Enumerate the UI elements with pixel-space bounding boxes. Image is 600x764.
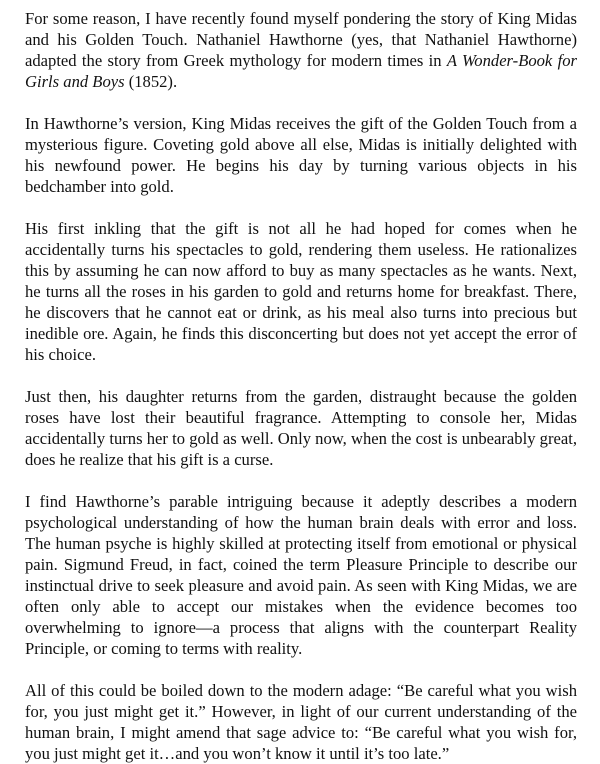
paragraph-daughter: Just then, his daughter returns from the garden, distraught because the golden roses have lost their beautiful fragrance. Attempting to console her, Midas accidentally turns her to gold as well. Only now, when the cost is unbearably great, does he realize that his gift is a curse.	[25, 387, 577, 469]
paragraph-first-inkling: His first inkling that the gift is not all he had hoped for comes when he accidentally turns his spectacles to gold, rendering them useless. He rationalizes this by assuming he can now afford to buy as many spectacles as he wants. Next, he turns all the roses in his garden to gold and returns home for breakfast. There, he discovers that he cannot eat or drink, as his meal also turns into precious but inedible ore. Again, he finds this disconcerting but does not yet accept the error of his choice.	[25, 219, 577, 364]
paragraph-parable: I find Hawthorne’s parable intriguing because it adeptly describes a modern psychological understanding of how the human brain deals with error and loss. The human psyche is highly skilled at protecting itself from emotional or physical pain. Sigmund Freud, in fact, coined the term Pleasure Principle to describe our instinctual drive to seek pleasure and avoid pain. As seen with King Midas, we are often only able to accept our mistakes when the evidence becomes too overwhelming to ignore—a process that aligns with the counterpart Reality Principle, or coming to terms with reality.	[25, 492, 577, 658]
paragraph-intro-text: For some reason, I have recently found myself pondering the story of King Midas and his Golden Touch. Nathaniel Hawthorne (yes, that Nathaniel Hawthorne) adapted the story from Greek mythology for modern times in	[25, 9, 577, 70]
paragraph-hawthorne-version: In Hawthorne’s version, King Midas receives the gift of the Golden Touch from a mysterious figure. Coveting gold above all else, Midas is initially delighted with his newfound power. He begins his day by turning various objects in his bedchamber into gold.	[25, 114, 577, 196]
paragraph-conclusion: All of this could be boiled down to the modern adage: “Be careful what you wish for, you just might get it.” However, in light of our current understanding of the human brain, I might amend that sage advice to: “Be careful what you wish for, you just might get it…and you won’t know it until it’s too late.”	[25, 681, 577, 763]
paragraph-intro	[25, 8, 577, 92]
book-title: A Wonder-Book for Girls and Boys	[25, 51, 577, 91]
document-body	[25, 8, 577, 764]
paragraph-intro-year: (1852).	[124, 72, 178, 91]
